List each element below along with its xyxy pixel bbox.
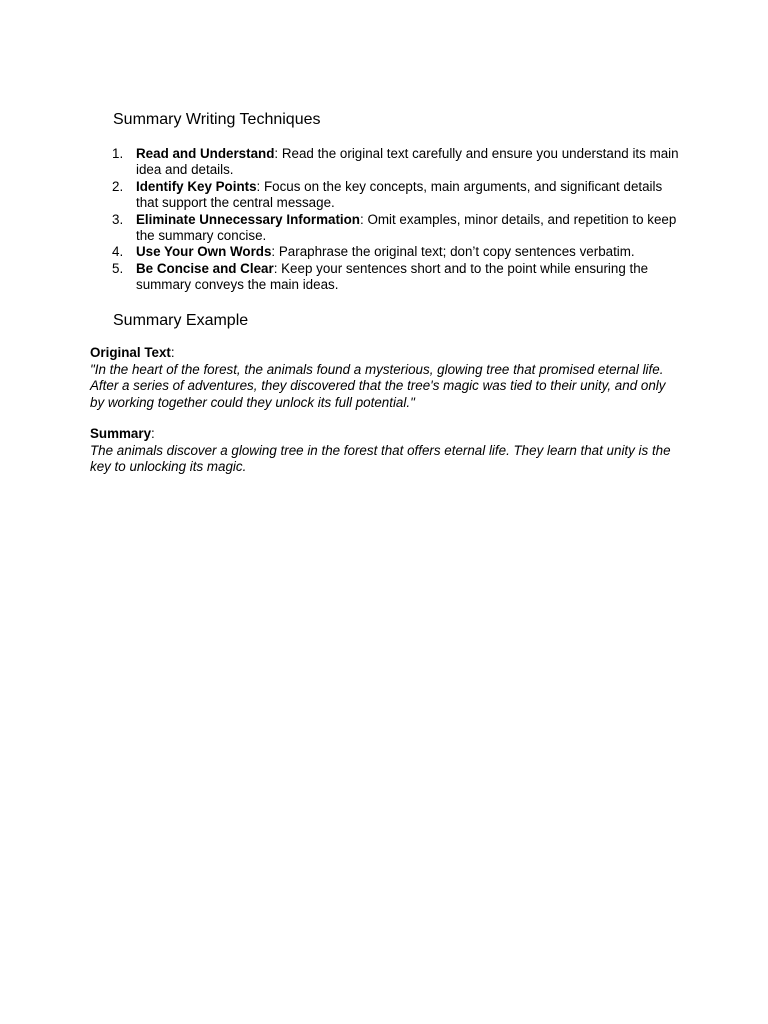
list-description: : Read the original text carefully and ensure you understand its main idea and details.: [136, 146, 679, 178]
list-number: 5.: [112, 260, 124, 276]
list-number: 4.: [112, 244, 124, 260]
original-text-quote: "In the heart of the forest, the animals found a mysterious, glowing tree that promised eternal life. After a series of adventures, they discovered that the tree's magic was tied to their unity, and only by working together could they unlock its full potential.": [90, 361, 666, 410]
example-heading: Summary Example: [113, 312, 249, 329]
list-number: 1.: [112, 146, 124, 161]
original-text-label: Original Text: [90, 345, 171, 360]
summary-block: [90, 426, 680, 476]
list-description: : Focus on the key concepts, main arguments, and significant details that support the central message.: [136, 178, 663, 211]
list-term: Read and Understand: [136, 146, 275, 161]
summary-colon: :: [151, 426, 155, 441]
list-term: Be Concise and Clear: [136, 260, 274, 276]
list-item: [90, 212, 680, 245]
list-item: [90, 261, 680, 294]
summary-text: The animals discover a glowing tree in the forest that offers eternal life. They learn that unity is the key to unlocking its magic.: [90, 442, 671, 474]
list-term: Identify Key Points: [136, 178, 257, 194]
original-text-colon: :: [170, 345, 175, 360]
list-term: Use Your Own Words: [136, 244, 272, 260]
summary-label: Summary: [90, 426, 152, 441]
techniques-list: [90, 146, 680, 294]
list-term: Eliminate Unnecessary Information: [136, 211, 360, 227]
list-item: [90, 146, 680, 179]
list-number: 3.: [112, 211, 124, 227]
list-number: 2.: [112, 178, 124, 194]
list-description: : Omit examples, minor details, and repetition to keep the summary concise.: [136, 211, 677, 244]
list-description: : Paraphrase the original text; don’t copy sentences verbatim.: [271, 244, 635, 260]
list-item: [90, 179, 680, 212]
original-text-block: [90, 345, 680, 411]
list-item: [90, 244, 680, 260]
techniques-heading: Summary Writing Techniques: [113, 111, 321, 128]
list-description: : Keep your sentences short and to the point while ensuring the summary conveys the main ideas.: [136, 260, 649, 293]
